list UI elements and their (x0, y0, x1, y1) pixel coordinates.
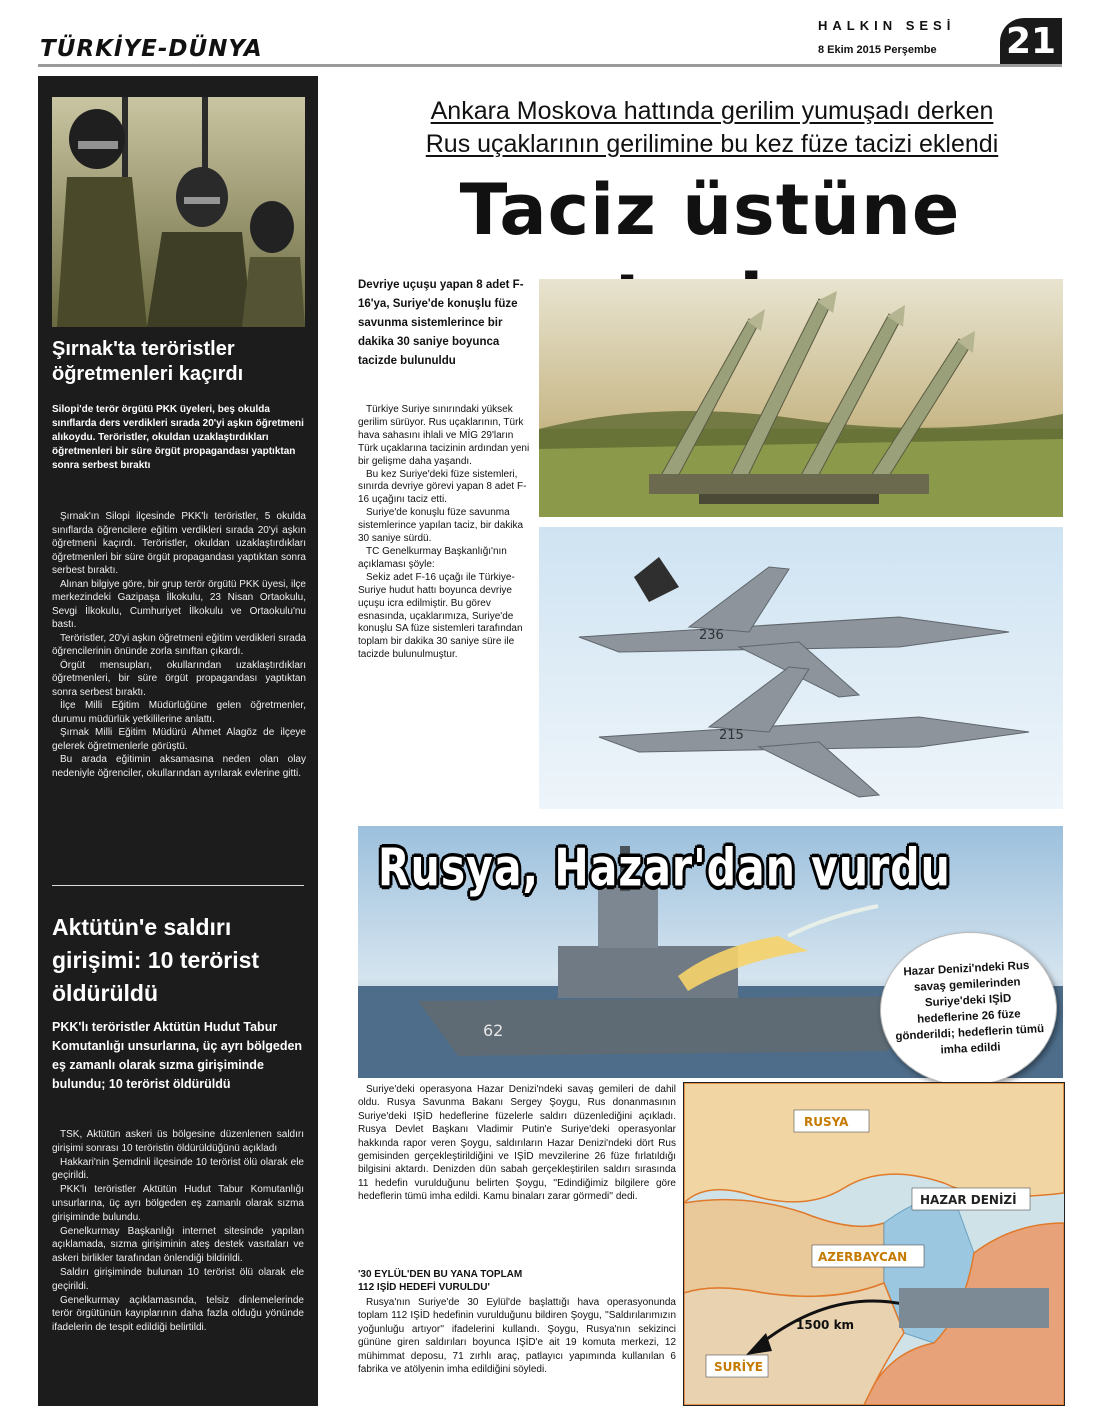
russia-subhead-line: '30 EYLÜL'DEN BU YANA TOPLAM (358, 1269, 523, 1280)
region-map (683, 1082, 1065, 1406)
story1-paragraph: Şırnak'ın Silopi ilçesinde PKK'lı teröristler, 5 okulda sınıflarda öğrencilere eğitim verdikleri sırada 20'yi aşkın öğretmeni kaçırdı. Teröristler, okuldan uzaklaştırdıkları öğretmenleri bir süre örgüt propagandası yaptıktan sonra serbest bıraktı. (52, 511, 306, 576)
russia-body (358, 1083, 676, 1204)
main-spot: Devriye uçuşu yapan 8 adet F-16'ya, Suriye'de konuşlu füze savunma sistemlerince bir dakika 30 saniye boyunca tacizde bulunuldu (358, 279, 524, 367)
story1-spot: Silopi'de terör örgütü PKK üyeleri, beş okulda sınıflarda ders verdikleri sırada 20'yi aşkın öğretmeni alıkoydu. Teröristler, okuldan uzaklaştırdıkları öğretmenleri bir süre örgüt propagandası yaptıktan sonra serbest bıraktı (52, 404, 304, 471)
main-body (358, 404, 530, 662)
main-headline: Taciz üstüne (459, 169, 961, 251)
left-divider (52, 885, 304, 886)
story2-paragraph: PKK'lı teröristler Aktütün Hudut Tabur Komutanlığı unsurlarına, üç ayrı bölgeden eş zamanlı olarak sızma girişiminde bulundu. (52, 1184, 304, 1223)
main-paragraph: Bu kez Suriye'deki füze sistemleri, sınırda devriye görevi yapan 8 adet F-16 uçağını taciz etti. (358, 468, 527, 506)
story2-paragraph: Genelkurmay Başkanlığı internet sitesinde yapılan açıklamada, sızma girişiminin ateş destek vasıtaları ve askeri birlikler tarafından önlendiği bildirildi. (52, 1225, 304, 1265)
kicker-line: Ankara Moskova hattında gerilim yumuşadı derken (430, 97, 994, 125)
main-paragraph: Sekiz adet F-16 uçağı ile Türkiye-Suriye hudut hattı boyunca devriye uçuşu icra edilmiştir. Bu görev esnasında, uçaklarımıza, Suriye'de konuşlu SA füze sistemleri tarafından toplam bir dakika 30 saniye süre ile tacizde bulunulmuştur. (358, 571, 523, 661)
jet-number: 215 (719, 728, 744, 743)
map-label-rusya: RUSYA (804, 1115, 849, 1129)
russia-subhead-line: 112 IŞİD HEDEFİ VURULDU' (358, 1282, 490, 1293)
story1-paragraph: Şırnak Milli Eğitim Müdürü Ahmet Alagöz de ilçeye gelerek öğretmenlerle görüştü. (52, 727, 306, 752)
ship-number: 62 (483, 1021, 504, 1040)
story2-paragraph: Saldırı girişiminde bulunan 10 terörist ölü olarak ele geçirildi. (52, 1266, 304, 1292)
story2-paragraph: Genelkurmay açıklamasında, telsiz dinlemelerinde terör örgütünün kayıplarının daha fazla olduğu yönünde ifadelerin de tespit edildiği belirtildi. (52, 1294, 304, 1334)
section-label: TÜRKİYE-DÜNYA (40, 36, 263, 62)
militants-photo (52, 97, 305, 327)
story1-headline: Şırnak'ta teröristler öğretmenleri kaçırdı (52, 338, 244, 385)
kicker (362, 95, 1062, 161)
story1-body (52, 510, 306, 780)
jet-number: 236 (699, 628, 724, 643)
story1-paragraph: Alınan bilgiye göre, bir grup terör örgütü PKK üyesi, ilçe merkezindeki Gazipaşa İlkokulu, 23 Nisan Ortaokulu, Sevgi İlkokulu, Cumhuriyet İlkokulu ve Ortaokulu'nu bastı. (52, 578, 306, 630)
map-label-azerbaycan: AZERBAYCAN (818, 1250, 908, 1264)
page-number: 21 (1000, 18, 1062, 64)
map-label-hazar: HAZAR DENİZİ (920, 1193, 1017, 1207)
missile-launcher-photo (539, 279, 1063, 517)
russia-paragraph: Rusya'nın Suriye'de 30 Eylül'de başlattığı hava operasyonunda toplam 112 IŞİD hedefinin vurulduğunu bildiren Şoygu, ''Saldırılarımızın yoğunluğu artıyor'' ifadelerini kullandı. Şoygu, Rusya'nın sekizinci gününe giren saldırıları boyunca IŞİD'e ait 19 komuta merkezi, 12 mühimmat deposu, 71 zırhlı araç, patlayıcı yapımında kullanılan 6 fabrika ve atölyenin imha edildiğini söyledi. (358, 1297, 676, 1376)
russia-paragraph: Suriye'deki operasyona Hazar Denizi'ndeki savaş gemileri de dahil oldu. Rusya Savunma Bakanı Sergey Şoygu, Rus donanmasının Suriye'deki IŞİD hedeflerine füzelerle saldırı düzenlediğini açıkladı. Rusya Devlet Başkanı Vladimir Putin'e Suriye'deki operasyonlar hakkında rapor veren Şoygu, saldırıların Hazar Denizi'ndeki dört Rus gemisinden gerçekleştirildiğini ve IŞİD mevzilerine 26 füze fırlatıldığı bilgisini aktardı. Denizden dün sabah gerçekleştirilen saldırı sırasında 11 hedefin vurulduğunu belirten Şoygu, ''Edindiğimiz bilgilere göre hedeflerin tümü imha edildi. Kamu binaları zarar görmedi'' dedi. (358, 1084, 676, 1203)
russia-body-2 (358, 1296, 676, 1376)
russia-headline: Rusya, Hazar'dan vurdu (378, 838, 951, 898)
map-distance: 1500 km (796, 1318, 855, 1332)
story2-paragraph: Hakkari'nin Şemdinli ilçesinde 10 terörist ölü olarak ele geçirildi. (52, 1156, 304, 1182)
story1-paragraph: İlçe Milli Eğitim Müdürlüğüne gelen öğretmenler, durumu müdürlük yetkililerine anlattı. (52, 700, 306, 725)
story2-body (52, 1128, 304, 1335)
masthead: HALKIN SESİ (818, 18, 956, 33)
f16-jets-photo (539, 527, 1063, 809)
kicker-line: Rus uçaklarının gerilimine bu kez füze tacizi eklendi (425, 130, 999, 158)
callout-text: Hazar Denizi'ndeki Rus savaş gemilerinden Suriye'deki IŞİD hedeflerine 26 füze gönderildi; hedeflerin tümü imha edildi (895, 959, 1045, 1057)
story2-paragraph: TSK, Aktütün askeri üs bölgesine düzenlenen saldırı girişimi sonrası 10 teröristin öldürüldüğünü açıkladı (52, 1129, 304, 1154)
main-paragraph: Suriye'de konuşlu füze savunma sistemlerince yapılan taciz, bir dakika 30 saniye sürdü. (358, 507, 524, 545)
map-label-suriye: SURİYE (714, 1360, 763, 1374)
story2-spot: PKK'lı teröristler Aktütün Hudut Tabur Komutanlığı unsurlarına, üç ayrı bölgeden eş zamanlı olarak sızma girişiminde bulundu; 10 terörist öldürüldü (52, 1020, 303, 1091)
story2-headline: Aktütün'e saldırı girişimi: 10 terörist öldürüldü (52, 914, 260, 1006)
russia-subhead (358, 1268, 676, 1294)
story1-paragraph: Örgüt mensupları, okullarından uzaklaştırdıkları öğretmenleri, bir süre örgüt propagandası yaptıktan sonra serbest bıraktı. (52, 659, 306, 698)
story1-paragraph: Bu arada eğitimin aksamasına neden olan olay nedeniyle öğrenciler, okullarından ayrılarak evlerine gitti. (52, 754, 306, 779)
header-rule (38, 64, 1062, 67)
dateline: 8 Ekim 2015 Perşembe (818, 44, 937, 56)
story1-paragraph: Teröristler, 20'yi aşkın öğretmeni eğitim verdikleri sırada öğrencilerinin önünde zorla sınıftan çıkardı. (52, 632, 306, 657)
main-paragraph: Türkiye Suriye sınırındaki yüksek gerilim sürüyor. Rus uçaklarının, Türk hava sahasını ihlali ve MİG 29'ların Türk uçaklarına tacizinin ardından yeni bir gelişme daha yaşandı. (358, 404, 530, 467)
main-paragraph: TC Genelkurmay Başkanlığı'nın açıklaması şöyle: (358, 545, 507, 570)
